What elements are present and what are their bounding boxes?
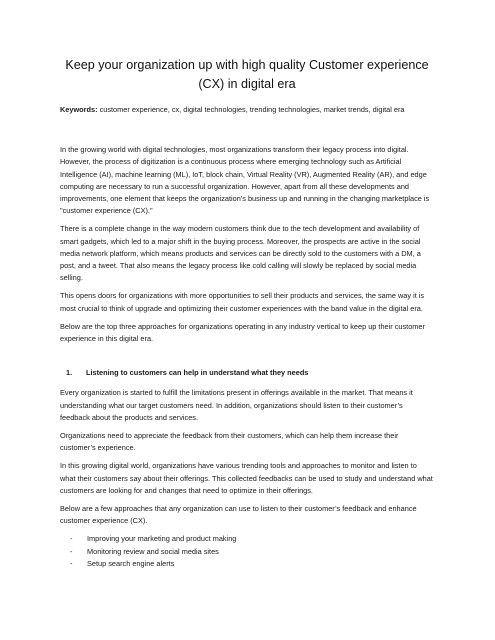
list-item-text: Improving your marketing and product making [87, 534, 237, 544]
section-number: 1. [66, 368, 73, 378]
section-paragraph: Below are a few approaches that any organization can use to listen to their customer’s feedback and enhance customer experience (CX). [60, 504, 417, 526]
bullet-list [60, 533, 434, 570]
document-title: Keep your organization up with high quality Customer experience (CX) in digital era [65, 58, 429, 91]
bullet-dash: - [70, 558, 73, 568]
keywords-line [60, 104, 434, 116]
intro-paragraph: In the growing world with digital technologies, most organizations transform their legacy process into digital. However, the process of digitization is a continuous process where emerging technology such as Artificial Intelligence (AI), machine learning (ML), IoT, block chain, Virtual Reality (VR), Augmented Reality (AR), and edge computing are necessary to run a successful organization. However, apart from all these developments and improvements, one element that keeps the organization's business up and running in the changing marketplace is "customer experience (CX)." [60, 145, 430, 216]
bullet-dash: - [70, 534, 73, 544]
section-paragraph: In this growing digital world, organizations have various trending tools and approaches to monitor and listen to what their customers say about their offerings. This collected feedbacks can be used to study and understand what customers are looking for and changes that need to optimize in their offerings. [60, 461, 433, 495]
section-paragraph: Organizations need to appreciate the feedback from their customers, which can help them increase their customer’s experience. [60, 431, 399, 453]
list-item-text: Monitoring review and social media sites [87, 546, 219, 556]
section-heading-text: Listening to customers can help in understand what they needs [86, 368, 309, 378]
keywords-label: Keywords: [60, 105, 98, 114]
intro-paragraph: Below are the top three approaches for organizations operating in any industry vertical to keep up their customer experience in this digital era. [60, 321, 425, 344]
keywords-text: customer experience, cx, digital technologies, trending technologies, market trends, digital era [97, 105, 405, 114]
list-item [60, 558, 434, 570]
section-paragraph: Every organization is started to fulfill the limitations present in offerings available in the market. That means it understanding what our target customers need. In addition, organizations should listen to their customer’s feedback about the products and services. [60, 388, 413, 422]
bullet-dash: - [70, 546, 73, 556]
list-item-text: Setup search engine alerts [87, 558, 175, 568]
section-heading [60, 367, 434, 379]
list-item [60, 533, 434, 545]
intro-paragraph: There is a complete change in the way modern customers think due to the tech development and availability of smart gadgets, which led to a major shift in the buying process. Moreover, the prospects are active in the social media network platform, which means products and services can be directly sold to the customers with a DM, a post, and a tweet. That also means the legacy process like cold calling will slowly be replaced by social media selling. [60, 224, 421, 283]
list-item [60, 546, 434, 558]
intro-paragraph: This opens doors for organizations with more opportunities to sell their products and services, the same way it is most crucial to think of upgrade and optimizing their customer experiences with the band value in the digital era. [60, 291, 425, 313]
